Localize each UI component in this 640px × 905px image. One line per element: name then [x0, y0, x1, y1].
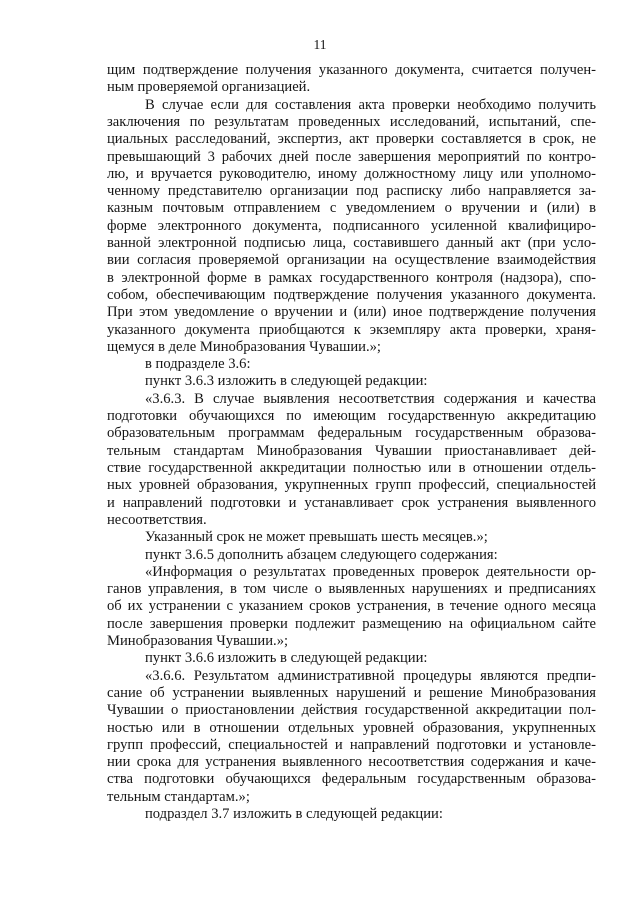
text-line: сание об устранении выявленных нарушений и решение Минобразования — [107, 684, 596, 701]
page-number: 11 — [313, 37, 327, 52]
text-line: ствие государственной аккредитации полностью или в отношении отдель- — [107, 460, 596, 476]
text-line: образовательным программам федеральным государственным образова- — [107, 425, 596, 442]
text-line: в электронной форме в рамках государственного контроля (надзора), спо- — [107, 269, 596, 286]
text-line: подготовки обучающихся по имеющим государственную аккредитацию — [107, 408, 596, 424]
text-line: после завершения проверки подлежит размещению на официальном сайте — [107, 615, 596, 632]
text-line: нии срока для устранения выявленного несоответствия содержания и каче- — [107, 754, 596, 771]
text-line: пункт 3.6.5 дополнить абзацем следующего содержания: — [145, 546, 498, 563]
text-line: указанного документа приобщаются к экземпляру акта проверки, храня- — [107, 321, 596, 338]
text-line: пункт 3.6.6 изложить в следующей редакции: — [145, 650, 428, 667]
text-line: форме электронного документа, подписанного усиленной квалифициро- — [107, 217, 596, 234]
text-line: заключения по результатам проведенных исследований, испытаний, спе- — [107, 113, 596, 130]
text-line: ванной электронной подписью лица, составившего данный акт (при усло- — [107, 235, 596, 251]
text-line: об их устранении с указанием сроков устранения, в течение одного месяца — [107, 598, 596, 615]
text-line: щемуся в деле Минобразования Чувашии.»; — [107, 338, 381, 355]
text-line: лю, и вручается руководителю, иному должностному лицу или уполномо- — [107, 165, 596, 182]
text-line: казным почтовым отправлением с уведомлением о вручении и (или) в — [107, 200, 596, 217]
text-line: «3.6.3. В случае выявления несоответствия содержания и качества — [145, 390, 596, 407]
text-line: тельным стандартам Минобразования Чувашии приостанавливает дей- — [107, 442, 596, 459]
text-line: несоответствия. — [107, 511, 207, 528]
text-line: Указанный срок не может превышать шесть месяцев.»; — [145, 529, 488, 546]
text-line: превышающий 3 рабочих дней после завершения мероприятий по контро- — [107, 148, 596, 165]
text-line: циальных расследований, экспертиз, акт проверки составляется в срок, не — [107, 131, 596, 148]
text-line: подраздел 3.7 изложить в следующей редакции: — [145, 806, 443, 822]
text-line: собом, обеспечивающим подтверждение получения указанного документа. — [107, 286, 596, 303]
text-line: Чувашии о приостановлении действия государственной аккредитации пол- — [107, 702, 596, 719]
text-line: ганов управления, в том числе о выявленных нарушениях и предписаниях — [107, 581, 596, 598]
text-line: в подразделе 3.6: — [145, 356, 251, 373]
text-line: При этом уведомление о вручении и (или) иное подтверждение получения — [107, 304, 596, 321]
text-line: Минобразования Чувашии.»; — [107, 633, 289, 649]
text-line: ченному представителю организации под расписку либо направляется за- — [107, 183, 596, 200]
text-line: ностью или в отношении отдельных уровней образования, укрупненных — [107, 719, 596, 736]
text-line: вии согласия проверяемой организации на осуществление взаимодействия — [107, 252, 596, 269]
text-line: «3.6.6. Результатом административной процедуры являются предпи- — [145, 667, 596, 684]
text-line: ства подготовки обучающихся федеральным государственным образова- — [107, 771, 596, 788]
text-line: щим подтверждение получения указанного документа, считается получен- — [107, 62, 596, 78]
text-line: В случае если для составления акта проверки необходимо получить — [145, 96, 596, 113]
text-line: ным проверяемой организацией. — [107, 79, 311, 96]
text-line: ных уровней образования, укрупненных групп профессий, специальностей — [107, 477, 596, 494]
text-line: пункт 3.6.3 изложить в следующей редакции: — [145, 373, 428, 390]
text-line: тельным стандартам.»; — [107, 788, 250, 805]
text-line: групп профессий, специальностей и направлений подготовки и установле- — [107, 736, 596, 753]
text-line: и направлений подготовки и устанавливает срок устранения выявленного — [107, 494, 596, 511]
text-line: «Информация о результатах проведенных проверок деятельности ор- — [145, 563, 596, 580]
